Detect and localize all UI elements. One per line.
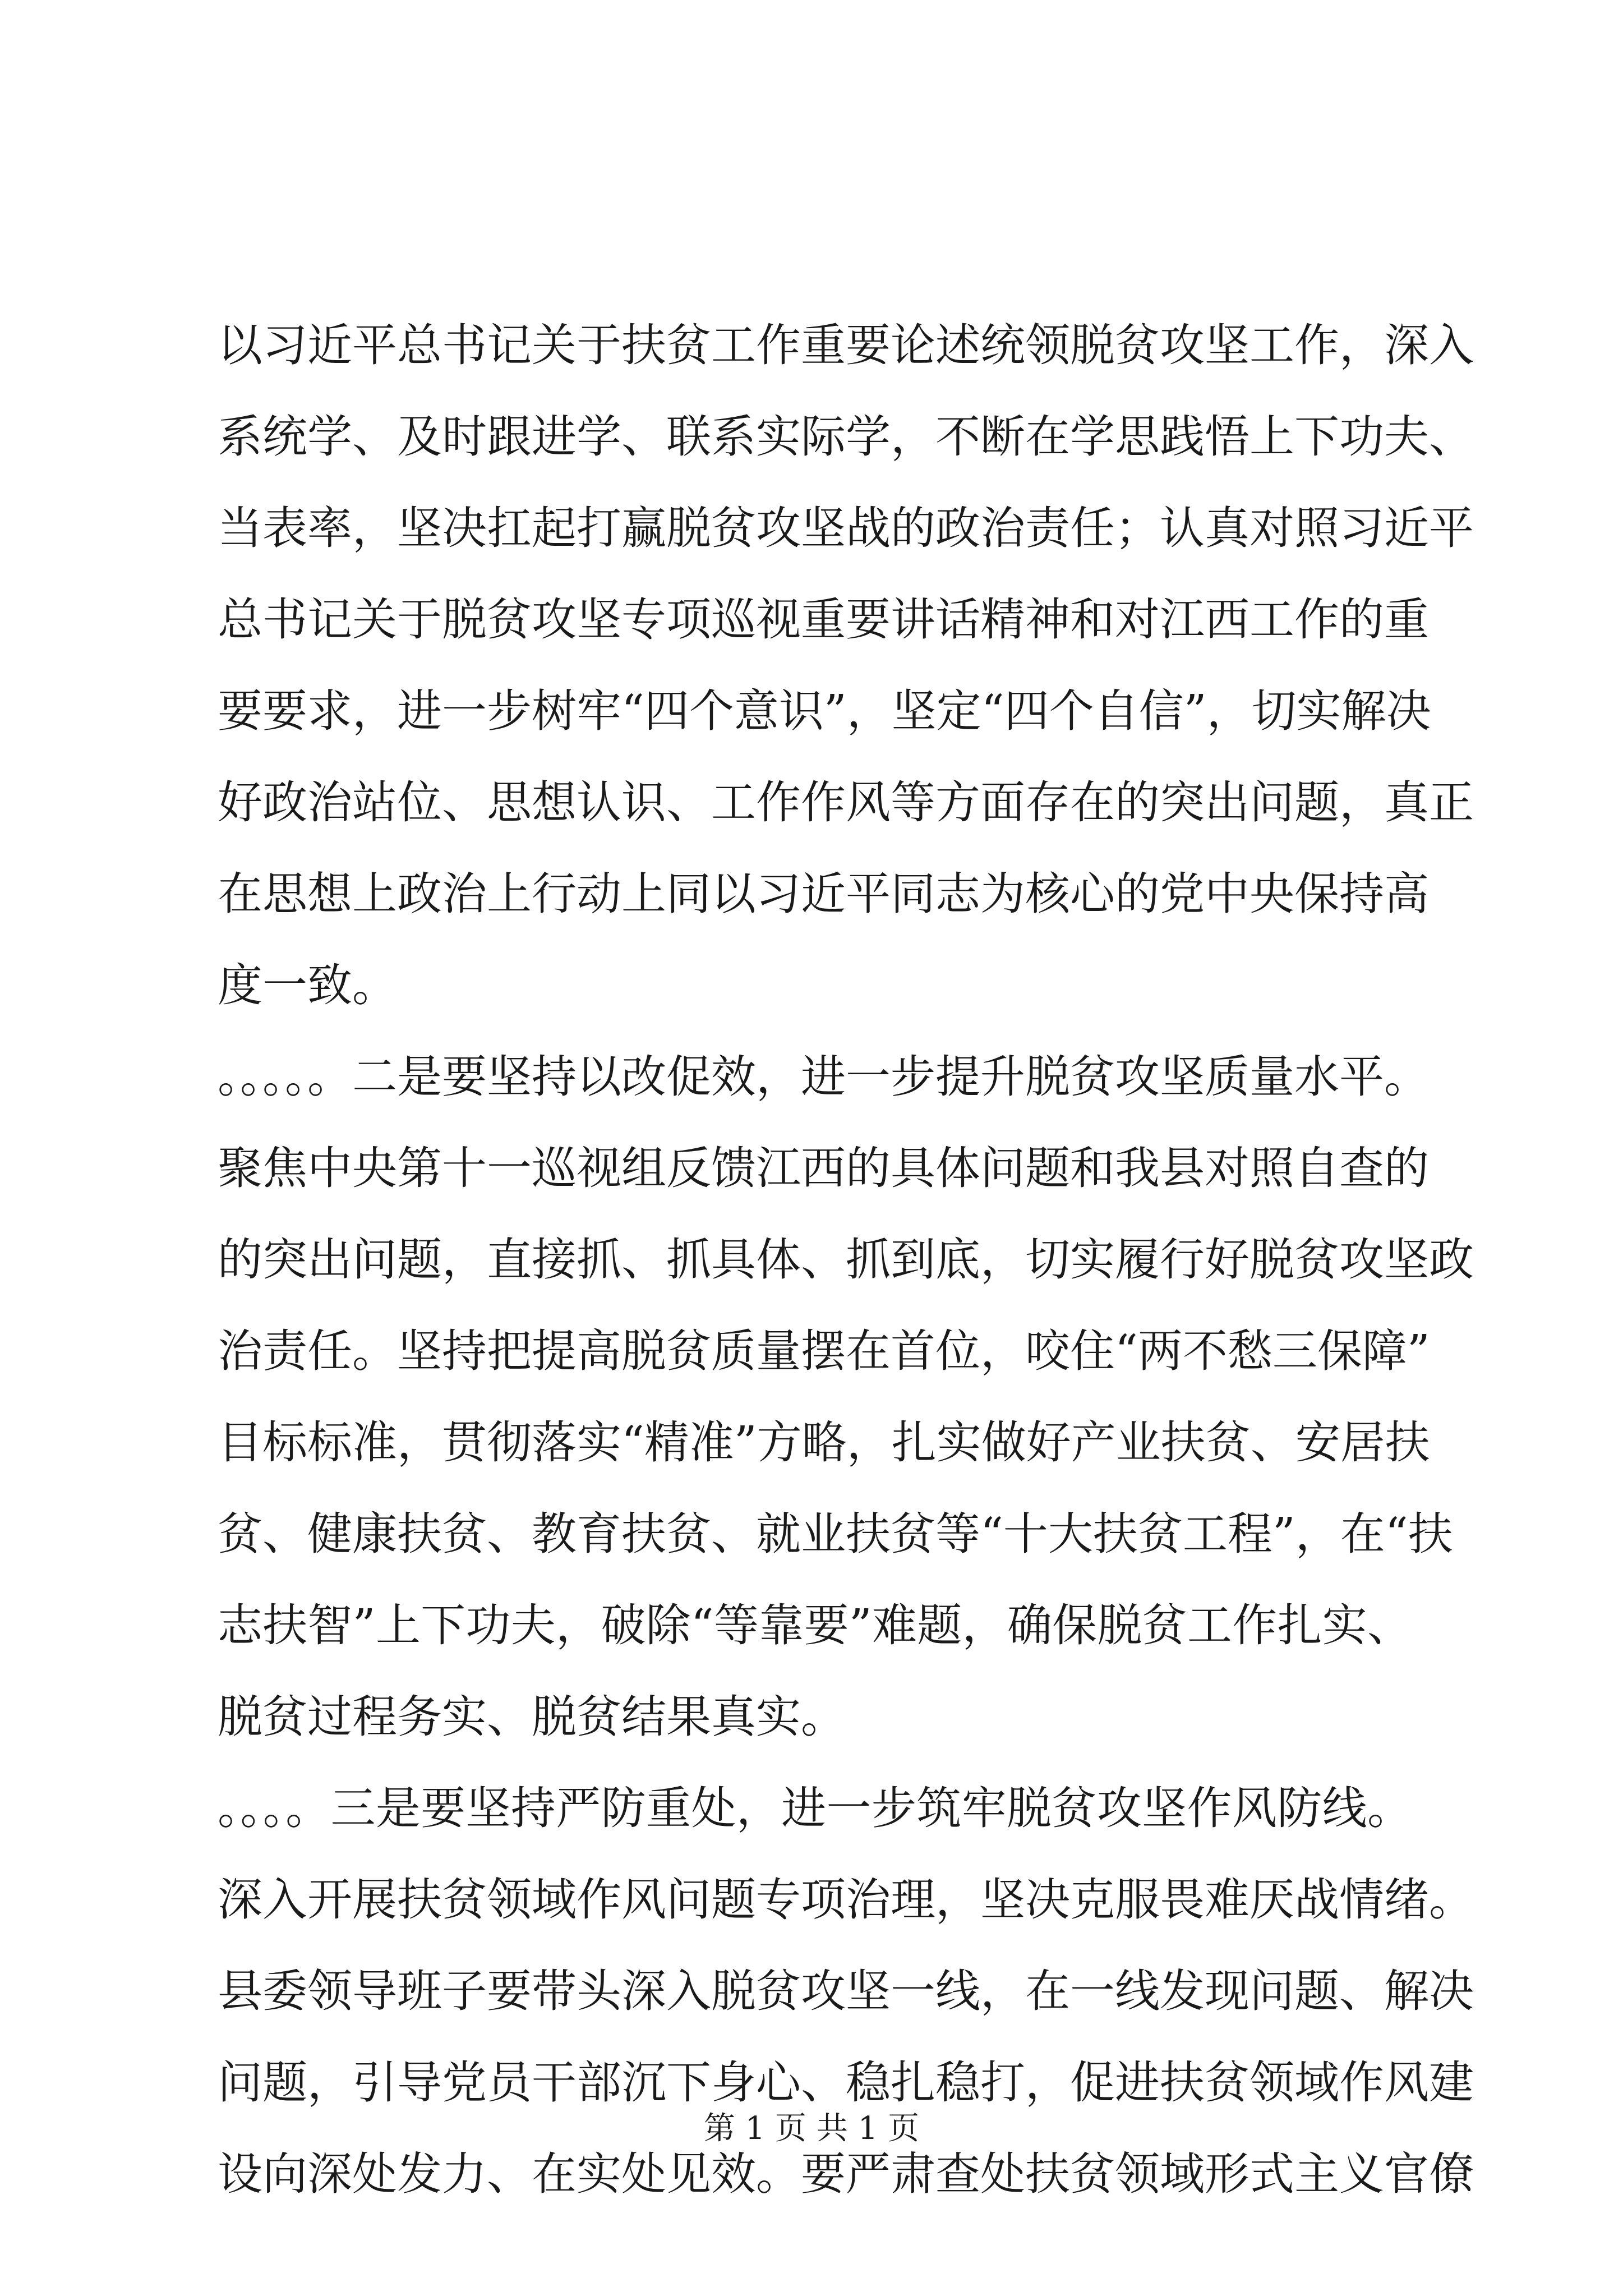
- text-line: 以习近平总书记关于扶贫工作重要论述统领脱贫攻坚工作，深入: [218, 319, 1474, 371]
- text-line: 好政治站位、思想认识、工作作风等方面存在的突出问题，真正: [218, 776, 1474, 829]
- text-line: 度一致。: [218, 959, 397, 1011]
- text-line: 脱贫过程务实、脱贫结果真实。: [218, 1691, 846, 1743]
- text-line: 治责任。坚持把提高脱贫质量摆在首位，咬住“两不愁三保障”: [218, 1325, 1430, 1377]
- page-number-label: 第 1 页 共 1 页: [703, 2110, 920, 2147]
- text-line: 当表率，坚决扛起打赢脱贫攻坚战的政治责任；认真对照习近平: [218, 502, 1474, 554]
- text-line: 聚焦中央第十一巡视组反馈江西的具体问题和我县对照自查的: [218, 1142, 1429, 1194]
- text-line: 。。。。。二是要坚持以改促效，进一步提升脱贫攻坚质量水平。: [218, 1051, 1429, 1103]
- text-line: 系统学、及时跟进学、联系实际学，不断在学思践悟上下功夫、: [218, 411, 1474, 463]
- text-line: 县委领导班子要带头深入脱贫攻坚一线，在一线发现问题、解决: [218, 1965, 1474, 2017]
- body-text: [218, 300, 1474, 2220]
- text-line: 目标标准，贯彻落实“精准”方略，扎实做好产业扶贫、安居扶: [218, 1416, 1430, 1469]
- text-line: 问题，引导党员干部沉下身心、稳扎稳打，促进扶贫领域作风建: [218, 2056, 1474, 2109]
- text-line: 志扶智”上下功夫，破除“等靠要”难题，确保脱贫工作扎实、: [218, 1599, 1412, 1651]
- text-line: 深入开展扶贫领域作风问题专项治理，坚决克服畏难厌战情绪。: [218, 1874, 1474, 1926]
- text-line: 在思想上政治上行动上同以习近平同志为核心的党中央保持高: [218, 868, 1429, 920]
- text-line: 要要求，进一步树牢“四个意识”，坚定“四个自信”，切实解决: [218, 685, 1431, 737]
- text-line: 总书记关于脱贫攻坚专项巡视重要讲话精神和对江西工作的重: [218, 593, 1429, 646]
- text-line: 的突出问题，直接抓、抓具体、抓到底，切实履行好脱贫攻坚政: [218, 1234, 1474, 1286]
- page-footer: [0, 2109, 1623, 2148]
- text-line: 。。。。三是要坚持严防重处，进一步筑牢脱贫攻坚作风防线。: [218, 1782, 1412, 1834]
- text-line: 贫、健康扶贫、教育扶贫、就业扶贫等“十大扶贫工程”，在“扶: [218, 1508, 1453, 1560]
- text-line: 设向深处发力、在实处见效。要严肃查处扶贫领域形式主义官僚: [218, 2148, 1474, 2200]
